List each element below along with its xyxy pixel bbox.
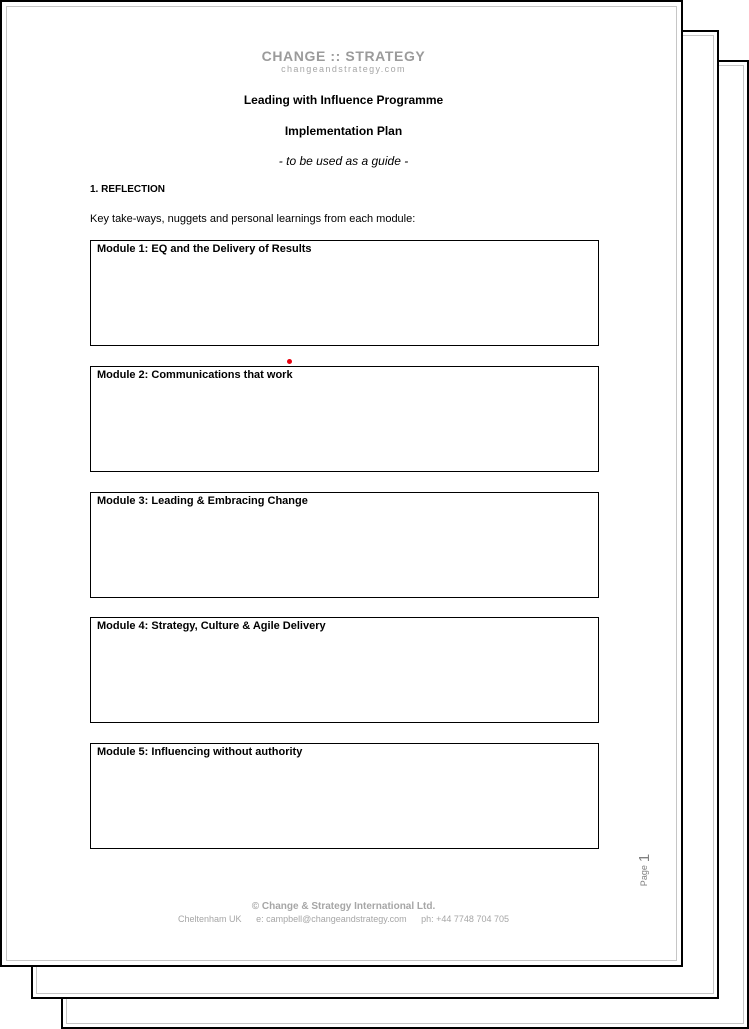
module-5-box[interactable] (90, 743, 599, 849)
footer-location: Cheltenham UK (178, 914, 242, 924)
module-3-box[interactable] (90, 492, 599, 598)
module-4-box[interactable] (90, 617, 599, 723)
page-number: 1 (635, 853, 653, 863)
module-3-label: Module 3: Leading & Embracing Change (97, 495, 308, 507)
guide-note: - to be used as a guide - (278, 154, 409, 168)
cursor-marker (287, 359, 292, 364)
section-heading: 1. REFLECTION (90, 184, 166, 195)
module-2-box[interactable] (90, 366, 599, 472)
module-2-label: Module 2: Communications that work (97, 369, 293, 381)
logo-name: CHANGE :: STRATEGY (261, 48, 426, 64)
document-subtitle: Implementation Plan (284, 124, 403, 138)
footer-phone: ph: +44 7748 704 705 (421, 914, 509, 924)
page-number-marker (624, 850, 664, 890)
module-4-label: Module 4: Strategy, Culture & Agile Delivery (97, 620, 326, 632)
document-title: Leading with Influence Programme (243, 93, 444, 107)
logo-url: changeandstrategy.com (281, 64, 406, 74)
page-word: Page (639, 865, 649, 887)
footer-email: e: campbell@changeandstrategy.com (256, 914, 407, 924)
footer-contacts (2, 914, 685, 924)
module-1-label: Module 1: EQ and the Delivery of Results (97, 243, 312, 255)
module-5-label: Module 5: Influencing without authority (97, 746, 303, 758)
footer-copyright: © Change & Strategy International Ltd. (251, 901, 436, 912)
module-1-box[interactable] (90, 240, 599, 346)
section-intro: Key take-ways, nuggets and personal learnings from each module: (90, 213, 416, 225)
company-logo (2, 48, 685, 74)
